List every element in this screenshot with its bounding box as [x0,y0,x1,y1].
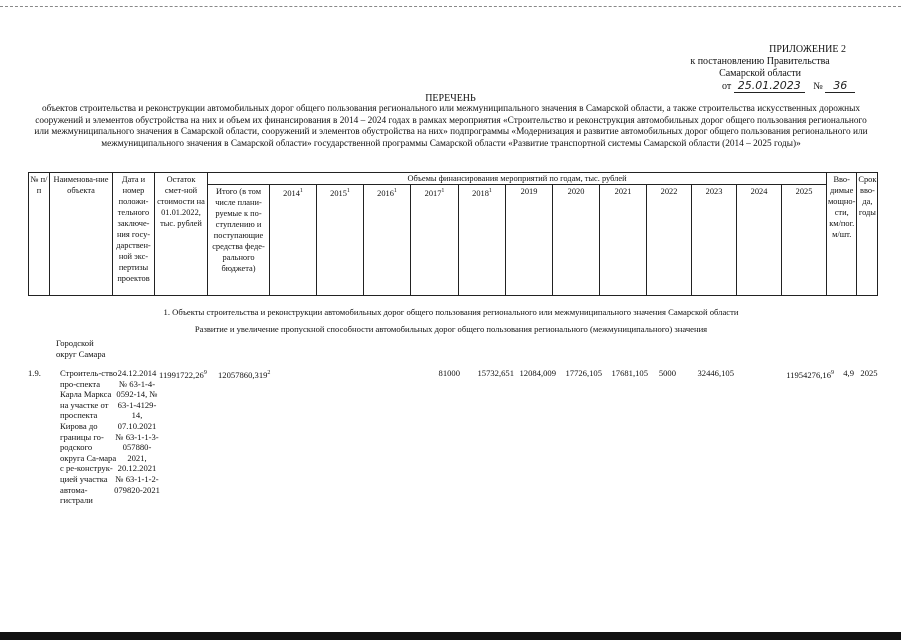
header-object-name: Наименова-ние объекта [50,173,113,296]
row-value-2024: 32446,105 [697,368,734,378]
appendix-line-1: к постановлению Правительства [690,56,830,67]
handwritten-date: 25.01.2023 [734,79,805,93]
row-value-2019: 15732,651 [477,368,514,378]
document-heading: ПЕРЕЧЕНЬ [425,93,476,104]
header-year-2016: 2016$^1$ [364,185,411,296]
row-value-2025: 11954276,16$^9$ [786,369,834,380]
number-prefix: № [813,81,823,92]
scan-edge-line [0,6,901,7]
header-remaining-cost: Остаток смет-ной стоимости на 01.01.2022, тыс. рублей [155,173,208,296]
header-number: № п/п [29,173,50,296]
handwritten-number: 36 [825,79,855,93]
header-year-2025: 2025 [782,185,827,296]
header-commission-term: Срок вво-да, годы [857,173,878,296]
header-year-2024: 2024 [737,185,782,296]
row-object-name: Строитель-ство про-спекта Карла Маркса на участке от проспекта Кирова до границы го-родского округа Са-мара с ре-конструк-цией участка автома-гистрали [60,368,118,506]
document-subheading: объектов строительства и реконструкции автомобильных дорог общего пользования регионального или межмуниципального значения в Самарской области, а также строительства искусственных дорожных сооружений и элементов обустройства на них и объем их финансирования в 2014 – 2024 годах в рамках мероприятия «Строительство и реконструкция автомобильных дорог общего пользования регионального или межмуниципального значения в Самарской области, сооружений и элементов обустройства на них» подпрограммы «Модернизация и развитие автомобильных дорог общего пользования регионального или межмуниципального значения в Самарской области» государственной программы Самарской области «Развитие транспортной системы Самарской области (2014 – 2025 годы)» [34,104,868,149]
header-year-2020: 2020 [553,185,600,296]
row-value-2020: 12084,009 [519,368,556,378]
row-value-2022: 17681,105 [611,368,648,378]
header-year-2014: 2014$^1$ [270,185,317,296]
date-prefix: от [722,81,732,92]
header-year-2023: 2023 [692,185,737,296]
header-year-2018: 2018$^1$ [459,185,506,296]
appendix-title: ПРИЛОЖЕНИЕ 2 [769,44,846,55]
appendix-block [640,44,880,93]
section-title-1: 1. Объекты строительства и реконструкции автомобильных дорог общего пользования регионального или межмуниципального значения Самарской области [163,307,739,317]
row-remaining-cost: 11991722,26$^9$ [159,369,207,380]
row-value-2023: 5000 [658,368,676,378]
row-capacity: 4,9 [843,368,854,378]
header-total: Итого (в том числе плани-руемые к по-ступлению и поступающие средства феде-рального бюджета) [208,185,270,296]
header-year-2021: 2021 [600,185,647,296]
group-label: Городской округ Самара [56,338,106,359]
appendix-date-line [640,80,880,93]
row-commission-term: 2025 [860,368,878,378]
header-year-2019: 2019 [506,185,553,296]
row-total: 12057860,319$^2$ [218,369,271,380]
row-number: 1.9. [28,368,41,378]
row-value-2021: 17726,105 [565,368,602,378]
scan-bottom-edge [0,632,901,640]
header-year-2022: 2022 [647,185,692,296]
header-capacity: Вво-димые мощно-сти, км/пог. м/шт. [827,173,857,296]
header-year-2017: 2017$^1$ [411,185,459,296]
appendix-line-2: Самарской области [719,68,801,79]
header-year-2015: 2015$^1$ [317,185,364,296]
header-financing-volumes: Объемы финансирования мероприятий по годам, тыс. рублей [208,173,827,185]
financing-table-header [28,172,878,296]
row-value-2018: 81000 [438,368,460,378]
row-expertise-date: 24.12.2014 № 63-1-4-0592-14, № 63-1-4129-14, 07.10.2021 № 63-1-1-3-057880-2021, 20.12.2021 № 63-1-1-2-079820-2021 [114,368,160,495]
header-expertise-date: Дата и номер положи-тельного заключе-ния госу-дарствен-ной экс-пертизы проектов [113,173,155,296]
section-title-2: Развитие и увеличение пропускной способности автомобильных дорог общего пользования регионального (межмуниципального) значения [194,324,708,334]
